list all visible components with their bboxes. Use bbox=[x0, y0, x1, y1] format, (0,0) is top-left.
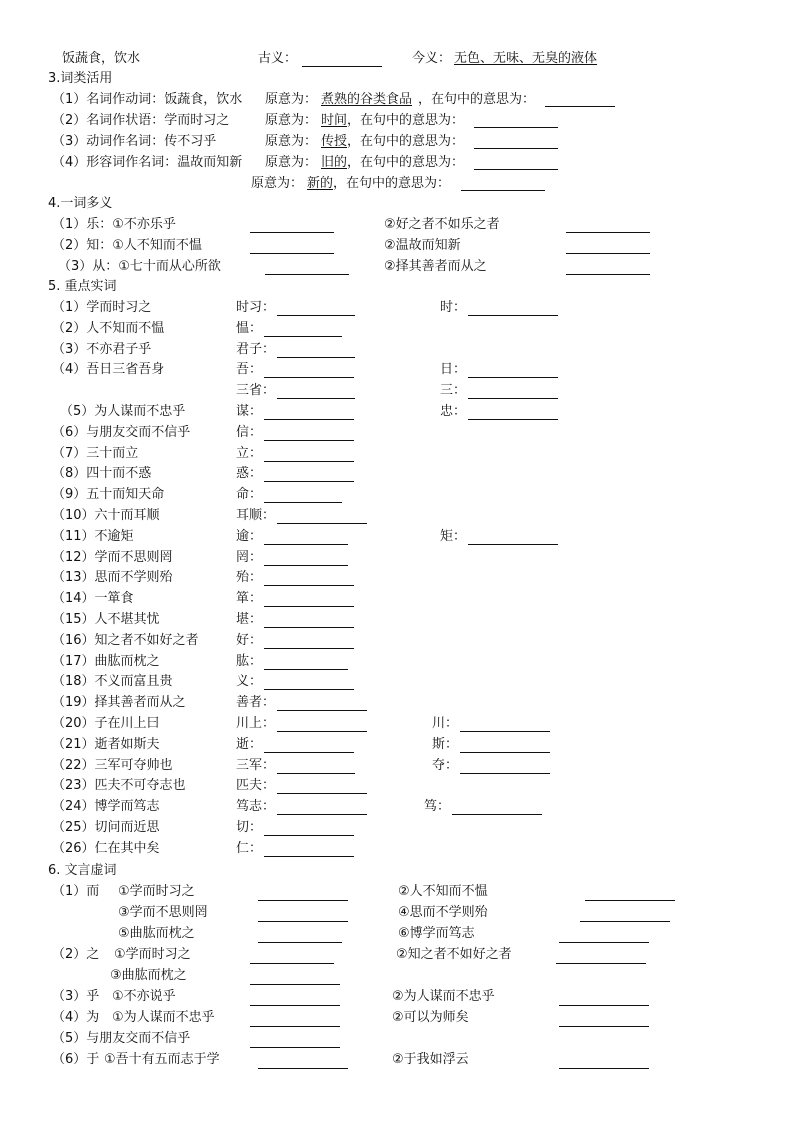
answer-blank[interactable] bbox=[468, 419, 558, 420]
s3-row-label: （3）动词作名词：传不习乎 bbox=[52, 134, 217, 149]
s5-word-label: 立： bbox=[236, 445, 263, 461]
s5-word-label: 忠： bbox=[440, 404, 467, 419]
s6-item: ③学而不思则罔 bbox=[118, 905, 208, 920]
s5-word-label: 箪： bbox=[236, 591, 263, 607]
s6-item: ②为人谋而不忠乎 bbox=[392, 989, 495, 1004]
answer-blank[interactable] bbox=[580, 921, 670, 922]
ancient-meaning-label: 古义： bbox=[258, 51, 298, 66]
answer-blank[interactable] bbox=[559, 1068, 649, 1069]
s4-item: ②好之者不如乐之者 bbox=[384, 217, 500, 232]
answer-blank[interactable] bbox=[250, 984, 340, 985]
s5-sentence: （3）不亦君子乎 bbox=[52, 341, 152, 357]
answer-blank[interactable] bbox=[277, 315, 355, 316]
s5-word-label: 命： bbox=[236, 487, 263, 503]
s5-word-label: 斯： bbox=[432, 736, 459, 752]
s5-word-label: 切： bbox=[236, 820, 263, 835]
s5-word-label: 三军： bbox=[236, 757, 276, 773]
answer-blank[interactable] bbox=[452, 814, 542, 815]
s5-word-label: 耳顺： bbox=[236, 508, 276, 523]
s6-lead: （1）而 bbox=[52, 884, 100, 899]
s5-word-label: 愠： bbox=[236, 320, 263, 336]
s3-context-label: ，在句中的意思为： bbox=[347, 155, 465, 170]
s3-row-label: （4）形容词作名词：温故而知新 bbox=[52, 155, 243, 170]
answer-blank[interactable] bbox=[264, 835, 354, 836]
answer-blank[interactable] bbox=[468, 544, 558, 545]
s6-lead: （4）为 bbox=[52, 1010, 100, 1025]
answer-blank[interactable] bbox=[585, 900, 675, 901]
answer-blank[interactable] bbox=[264, 544, 348, 545]
s4-item: （1）乐：①不亦乐乎 bbox=[52, 217, 176, 232]
s4-item: （2）知：①人不知而不愠 bbox=[52, 238, 202, 253]
answer-blank[interactable] bbox=[264, 461, 354, 462]
answer-blank[interactable] bbox=[250, 1026, 340, 1027]
s3-context-label: ，在句中的意思为： bbox=[418, 92, 536, 107]
s5-sentence: （8）四十而不惑 bbox=[52, 466, 152, 482]
s5-word-label: 罔： bbox=[236, 549, 263, 565]
s5-word-label: 时习： bbox=[236, 300, 276, 315]
s5-word-label: 逾： bbox=[236, 528, 263, 544]
s6-item: ①不亦说乎 bbox=[112, 989, 176, 1004]
s5-word-label: 殆： bbox=[236, 570, 263, 586]
answer-blank[interactable] bbox=[277, 398, 355, 399]
answer-blank[interactable] bbox=[264, 648, 354, 649]
s5-sentence: （13）思而不学则殆 bbox=[52, 570, 173, 586]
s3-orig-answer: 时间 bbox=[321, 113, 348, 128]
s5-sentence: （21）逝者如斯夫 bbox=[52, 736, 160, 752]
s6-item: ①吾十有五而志于学 bbox=[104, 1052, 220, 1067]
answer-blank[interactable] bbox=[460, 731, 550, 732]
s6-item: ②知之者不如好之者 bbox=[396, 947, 512, 962]
s6-item: ①学而时习之 bbox=[118, 884, 195, 899]
answer-blank[interactable] bbox=[559, 942, 649, 943]
s5-sentence: （16）知之者不如好之者 bbox=[52, 632, 199, 648]
s5-sentence: （1）学而时习之 bbox=[52, 300, 152, 315]
modern-meaning-label: 今义： bbox=[412, 51, 452, 66]
s5-word-label: 吾： bbox=[236, 362, 263, 378]
s5-word-label: 逝： bbox=[236, 736, 263, 752]
s5-sentence: （9）五十而知天命 bbox=[52, 487, 165, 503]
answer-blank[interactable] bbox=[265, 274, 349, 275]
s5-sentence: （17）曲肱而枕之 bbox=[52, 653, 160, 669]
s5-word-label: 善者： bbox=[236, 695, 276, 711]
s5-sentence: （2）人不知而不愠 bbox=[52, 320, 165, 336]
answer-blank[interactable] bbox=[545, 106, 615, 107]
s6-item: ②人不知而不愠 bbox=[398, 884, 488, 899]
s5-word-label: 惑： bbox=[236, 466, 263, 482]
s3-context-label: ，在句中的意思为： bbox=[347, 134, 465, 149]
s3-orig-answer: 传授 bbox=[321, 134, 348, 149]
answer-blank[interactable] bbox=[264, 627, 354, 628]
answer-blank[interactable] bbox=[277, 357, 355, 358]
answer-blank[interactable] bbox=[277, 523, 367, 524]
s5-sentence: （5）为人谋而不忠乎 bbox=[60, 404, 186, 419]
s5-sentence: （20）子在川上曰 bbox=[52, 716, 160, 731]
s6-lead: （2）之 bbox=[52, 947, 100, 962]
answer-blank[interactable] bbox=[559, 1005, 649, 1006]
modern-meaning-answer: 无色、无味、无臭的液体 bbox=[454, 51, 598, 66]
section-title-word-class: 3.词类活用 bbox=[48, 71, 113, 86]
s5-word-label: 义： bbox=[236, 674, 263, 690]
answer-blank[interactable] bbox=[264, 502, 342, 503]
s5-sentence: （15）人不堪其忧 bbox=[52, 612, 160, 627]
answer-blank[interactable] bbox=[302, 66, 382, 67]
s3-orig-label: 原意为： bbox=[265, 113, 318, 128]
answer-blank[interactable] bbox=[277, 710, 367, 711]
s5-word-label: 夺： bbox=[432, 757, 459, 773]
s5-sentence: （4）吾日三省吾身 bbox=[52, 362, 165, 378]
answer-blank[interactable] bbox=[461, 190, 545, 191]
s5-word-label: 川上： bbox=[236, 716, 276, 731]
answer-blank[interactable] bbox=[258, 942, 342, 943]
s3-orig-label: 原意为： bbox=[265, 134, 318, 149]
s4-item: （3）从：①七十而从心所欲 bbox=[58, 259, 221, 274]
answer-blank[interactable] bbox=[264, 336, 342, 337]
s5-word-label: 时： bbox=[440, 300, 467, 315]
s5-word-label: 矩： bbox=[440, 528, 467, 544]
s5-word-label: 谋： bbox=[236, 404, 263, 419]
answer-blank[interactable] bbox=[258, 1068, 348, 1069]
answer-blank[interactable] bbox=[277, 793, 367, 794]
answer-blank[interactable] bbox=[474, 169, 558, 170]
s6-lead: （5）与朋友交而不信乎 bbox=[52, 1031, 191, 1046]
s6-lead: （3）乎 bbox=[52, 989, 100, 1004]
s5-word-label: 好： bbox=[236, 632, 263, 648]
answer-blank[interactable] bbox=[250, 232, 334, 233]
answer-blank[interactable] bbox=[468, 398, 558, 399]
answer-blank[interactable] bbox=[277, 773, 355, 774]
answer-blank[interactable] bbox=[468, 377, 558, 378]
answer-blank[interactable] bbox=[264, 440, 354, 441]
s6-item: ②可以为师矣 bbox=[392, 1010, 469, 1025]
s6-item: ③曲肱而枕之 bbox=[110, 968, 187, 983]
s3-orig-label: 原意为： bbox=[251, 176, 304, 191]
answer-blank[interactable] bbox=[250, 963, 334, 964]
section-title-polysemy: 4.一词多义 bbox=[48, 196, 113, 211]
s5-sentence: （14）一箪食 bbox=[52, 591, 134, 607]
s3-row-label: （1）名词作动词：饭蔬食，饮水 bbox=[52, 92, 243, 107]
s3-orig-label: 原意为： bbox=[265, 155, 318, 170]
s5-word-label: 笃志： bbox=[236, 799, 276, 815]
s5-word-label: 日： bbox=[440, 362, 467, 378]
s3-orig-answer: 旧的 bbox=[321, 155, 348, 170]
answer-blank[interactable] bbox=[264, 606, 354, 607]
s5-sentence: （23）匹夫不可夺志也 bbox=[52, 778, 186, 794]
s5-sentence: （7）三十而立 bbox=[52, 445, 139, 461]
s4-item: ②温故而知新 bbox=[384, 238, 461, 253]
answer-blank[interactable] bbox=[250, 253, 334, 254]
answer-blank[interactable] bbox=[264, 856, 354, 857]
s6-item: ①学而时习之 bbox=[114, 947, 191, 962]
answer-blank[interactable] bbox=[250, 1047, 340, 1048]
s5-word-label: 川： bbox=[432, 716, 459, 731]
answer-blank[interactable] bbox=[264, 377, 354, 378]
s5-sentence: （25）切问而近思 bbox=[52, 820, 160, 835]
answer-blank[interactable] bbox=[277, 814, 367, 815]
answer-blank[interactable] bbox=[566, 274, 650, 275]
answer-blank[interactable] bbox=[277, 731, 367, 732]
section-title-key-words: 5. 重点实词 bbox=[48, 279, 117, 294]
s3-orig-answer: 新的 bbox=[307, 176, 334, 191]
s5-sentence: （11）不逾矩 bbox=[52, 528, 134, 544]
answer-blank[interactable] bbox=[474, 127, 558, 128]
s6-item: ⑥博学而笃志 bbox=[398, 926, 475, 941]
s3-orig-answer: 煮熟的谷类食品 bbox=[321, 92, 413, 107]
s5-sentence: （24）博学而笃志 bbox=[52, 799, 160, 815]
s5-sentence: （19）择其善者而从之 bbox=[52, 695, 186, 711]
s5-word-label: 肱： bbox=[236, 653, 263, 669]
section-title-function-words: 6. 文言虚词 bbox=[48, 863, 117, 878]
s5-word-label: 君子： bbox=[236, 341, 276, 357]
answer-blank[interactable] bbox=[264, 689, 354, 690]
s5-sentence: （26）仁在其中矣 bbox=[52, 840, 160, 856]
s6-item: ⑤曲肱而枕之 bbox=[118, 926, 195, 941]
s5-word-label: 笃： bbox=[424, 799, 451, 815]
s6-lead: （6）于 bbox=[52, 1052, 100, 1067]
s5-sentence: （10）六十而耳顺 bbox=[52, 508, 160, 523]
answer-blank[interactable] bbox=[474, 148, 558, 149]
s3-context-label: ，在句中的意思为： bbox=[347, 113, 465, 128]
s6-item: ②于我如浮云 bbox=[392, 1052, 469, 1067]
answer-blank[interactable] bbox=[556, 963, 646, 964]
answer-blank[interactable] bbox=[566, 232, 650, 233]
answer-blank[interactable] bbox=[250, 1005, 340, 1006]
s3-row-label: （2）名词作状语：学而时习之 bbox=[52, 113, 230, 128]
answer-blank[interactable] bbox=[264, 481, 354, 482]
answer-blank[interactable] bbox=[258, 900, 348, 901]
answer-blank[interactable] bbox=[264, 585, 354, 586]
s5-word-label: 信： bbox=[236, 424, 263, 440]
answer-blank[interactable] bbox=[258, 921, 348, 922]
answer-blank[interactable] bbox=[264, 419, 354, 420]
s5-word-label: 匹夫： bbox=[236, 778, 276, 794]
s6-item: ①为人谋而不忠乎 bbox=[112, 1010, 215, 1025]
answer-blank[interactable] bbox=[559, 1026, 649, 1027]
answer-blank[interactable] bbox=[468, 315, 558, 316]
s5-sentence: （18）不义而富且贵 bbox=[52, 674, 173, 690]
answer-blank[interactable] bbox=[264, 752, 354, 753]
s5-sentence: （12）学而不思则罔 bbox=[52, 549, 173, 565]
s3-context-label: ，在句中的意思为： bbox=[333, 176, 451, 191]
s4-item: ②择其善者而从之 bbox=[384, 259, 487, 274]
s5-word-label: 堪： bbox=[236, 612, 263, 627]
s5-word-label: 三： bbox=[440, 383, 467, 399]
top-phrase: 饭蔬食，饮水 bbox=[62, 51, 141, 66]
s5-word-label: 仁： bbox=[236, 840, 263, 856]
s6-item: ④思而不学则殆 bbox=[398, 905, 488, 920]
answer-blank[interactable] bbox=[264, 669, 348, 670]
s3-orig-label: 原意为： bbox=[265, 92, 318, 107]
answer-blank[interactable] bbox=[460, 752, 550, 753]
answer-blank[interactable] bbox=[264, 565, 348, 566]
answer-blank[interactable] bbox=[460, 773, 550, 774]
s5-word-label: 三省： bbox=[236, 383, 276, 399]
s5-sentence: （22）三军可夺帅也 bbox=[52, 757, 173, 773]
answer-blank[interactable] bbox=[566, 253, 650, 254]
s5-sentence: （6）与朋友交而不信乎 bbox=[52, 424, 191, 440]
